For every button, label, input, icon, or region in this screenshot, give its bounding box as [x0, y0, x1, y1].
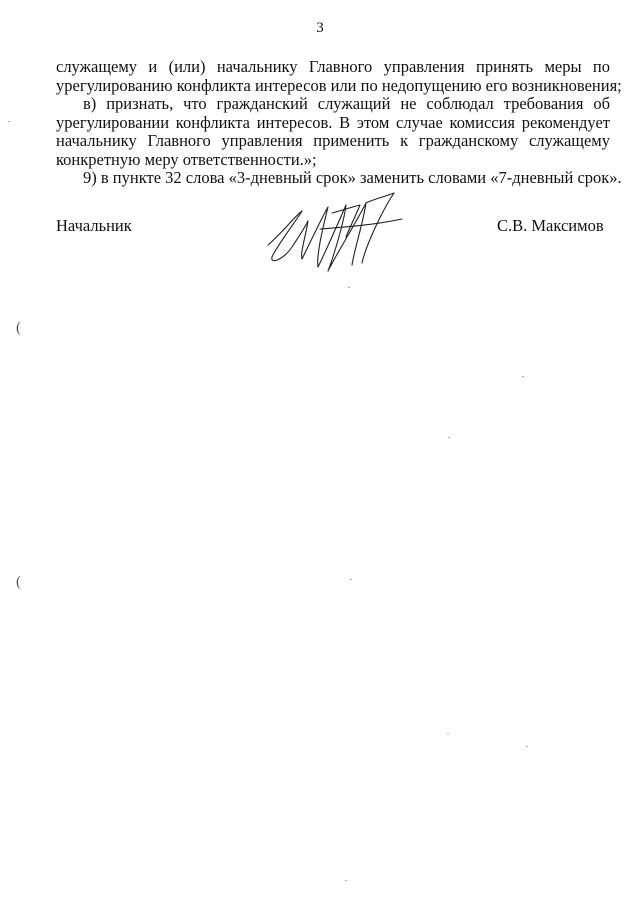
body-line-1: служащему и (или) начальнику Главного управления принять меры по: [56, 57, 610, 76]
signatory-position: Начальник: [56, 216, 132, 235]
scan-speck: [526, 746, 528, 747]
scan-speck: [522, 376, 524, 377]
body-line-7: 9) в пункте 32 слова «3-дневный срок» заменить словами «7-дневный срок».: [83, 168, 622, 187]
body-line-6: конкретную меру ответственности.»;: [56, 149, 317, 169]
scan-speck: [345, 880, 347, 881]
scan-speck: [350, 579, 352, 580]
document-body: [56, 57, 622, 188]
margin-mark: (: [16, 574, 21, 590]
scan-speck: [448, 437, 450, 438]
scan-speck: [348, 287, 350, 288]
page-number: 3: [316, 20, 324, 36]
handwritten-signature: [262, 185, 422, 285]
body-line-2: урегулированию конфликта интересов или по недопущению его возникновения;: [56, 75, 622, 95]
margin-mark: (: [16, 320, 21, 336]
signature-stroke: [362, 193, 394, 263]
body-line-3: в) признать, что гражданский служащий не соблюдал требования об: [83, 94, 610, 113]
signature-stroke: [328, 203, 366, 271]
body-line-5: начальнику Главного управления применить к гражданскому служащему: [56, 131, 610, 150]
body-line-4: урегулировании конфликта интересов. В этом случае комиссия рекомендует: [56, 112, 610, 132]
scan-speck: [447, 733, 449, 734]
signatory-name: С.В. Максимов: [497, 216, 604, 235]
scan-speck: [8, 121, 10, 122]
